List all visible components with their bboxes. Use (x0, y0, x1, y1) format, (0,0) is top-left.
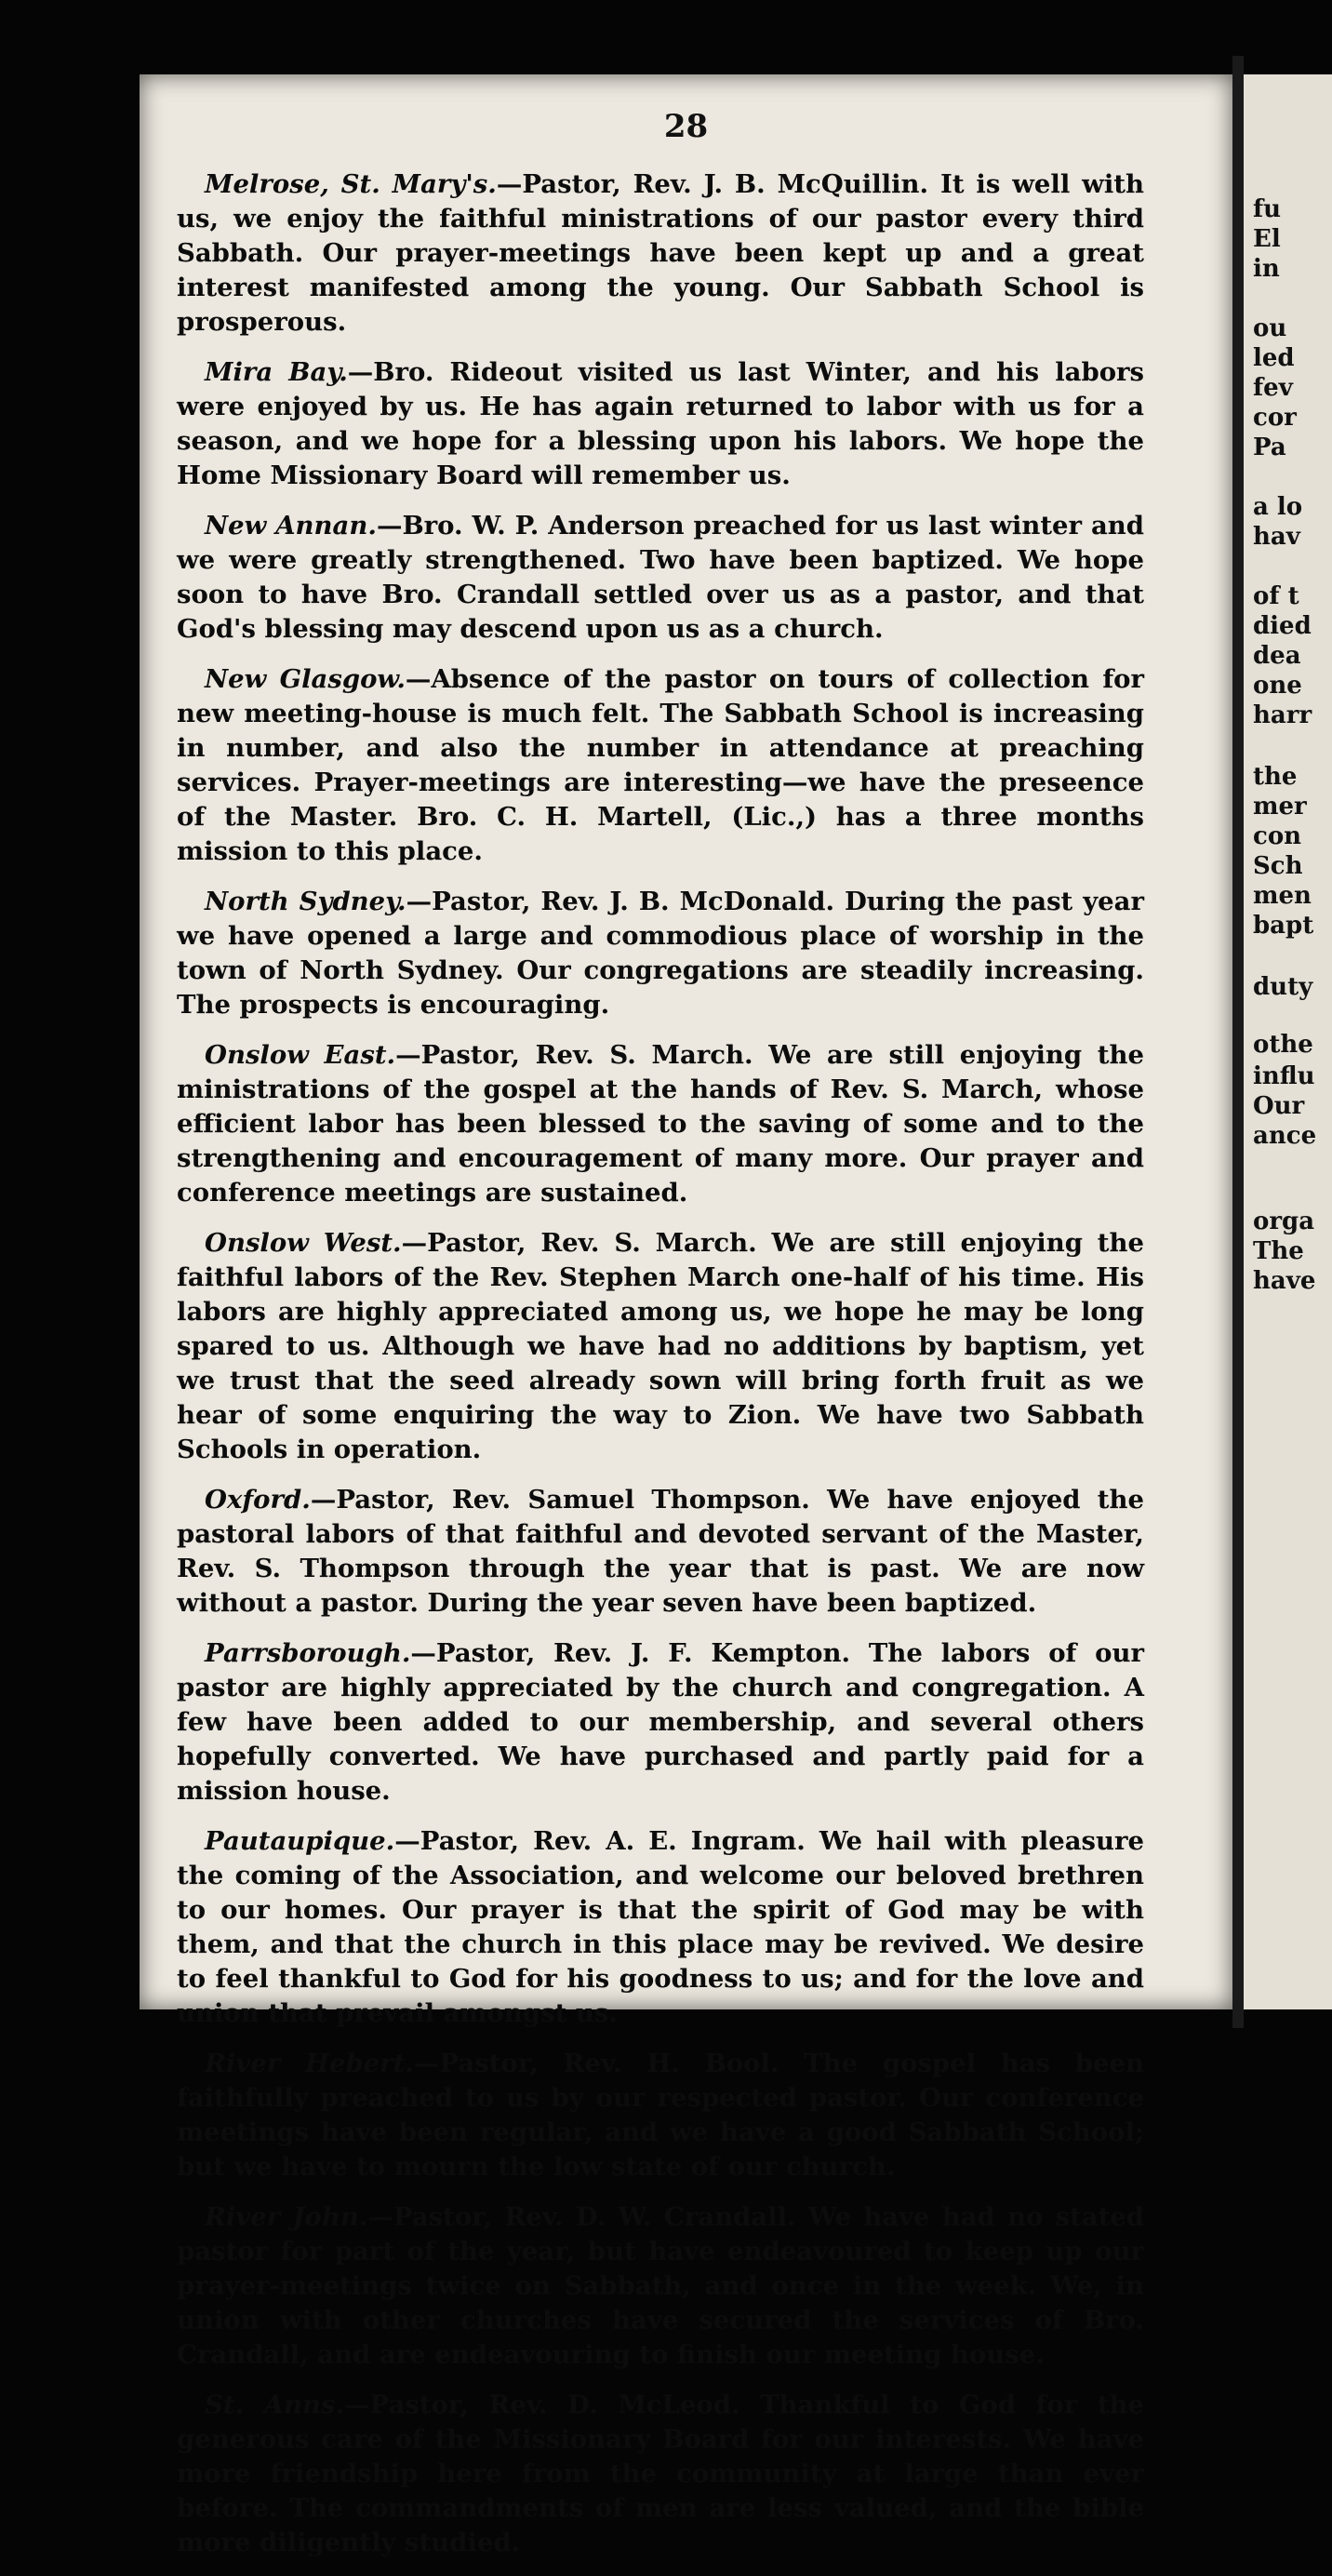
book-gutter (1232, 56, 1244, 2028)
facing-page-fragment: El (1253, 225, 1281, 253)
facing-page-fragment: bapt (1253, 912, 1314, 940)
church-name: St. Anns. (205, 2390, 345, 2420)
facing-page-fragment: a lo (1253, 493, 1303, 521)
report-entry (177, 2047, 1144, 2184)
church-name: Oxford. (205, 1485, 311, 1515)
facing-page-fragment: in (1253, 255, 1280, 283)
report-entry (177, 2200, 1144, 2372)
facing-page-fragment: cor (1253, 404, 1297, 432)
report-text: —Bro. Rideout visited us last Winter, and his labors were enjoyed by us. He has again returned to labor with us for a season, and we hope for a blessing upon his labors. We hope the Home Missionary Board will remember us. (177, 357, 1145, 490)
church-name: Pautaupique. (205, 1826, 395, 1856)
facing-page-fragment: ance (1253, 1122, 1317, 1150)
church-name: North Sydney. (205, 887, 406, 916)
report-text: —Pastor, Rev. D. McLeod. Thankful to God for the generous care of the Missionary Board for our interests. We have more friendship here from the community at large than ever before. The commandments of men are less valued, and the bible more diligently studied. (177, 2390, 1145, 2557)
facing-page-fragment: men (1253, 882, 1312, 910)
report-entry (177, 509, 1144, 647)
report-entry (177, 1226, 1144, 1467)
report-text: —Pastor, Rev. J. F. Kempton. The labors of our pastor are highly appreciated by the church and congregation. A few have been added to our membership, and several others hopefully converted. We have purchased and partly paid for a mission house. (177, 1638, 1144, 1806)
report-entry (177, 1483, 1144, 1621)
facing-page-fragment: led (1253, 344, 1295, 372)
facing-page-fragment: Sch (1253, 852, 1303, 880)
church-name: New Glasgow. (205, 664, 406, 694)
report-text: —Pastor, Rev. S. March. We are still enjoying the ministrations of the gospel at the hands of Rev. S. March, whose efficient labor has been blessed to the saving of some and to the strengthening and encouragement of many more. Our prayer and conference meetings are sustained. (177, 1040, 1144, 1208)
report-entry (177, 662, 1144, 869)
facing-page-fragment: orga (1253, 1208, 1315, 1235)
facing-page-fragment: fev (1253, 374, 1293, 402)
facing-page-fragment: harr (1253, 701, 1312, 729)
report-entry (177, 1824, 1144, 2031)
facing-page-fragment: mer (1253, 793, 1307, 821)
facing-page-fragment: have (1253, 1267, 1316, 1295)
facing-page-fragment: dea (1253, 642, 1301, 670)
facing-page-fragment: duty (1253, 973, 1313, 1001)
church-name: Onslow East. (205, 1040, 396, 1070)
report-text: —Pastor, Rev. A. E. Ingram. We hail with pleasure the coming of the Association, and welcome our beloved brethren to our homes. Our prayer is that the spirit of God may be with them, and that the church in this place may be revived. We desire to feel thankful to God for his goodness to us; and for the love and union that prevail amongst us. (177, 1826, 1144, 2028)
report-text: —Pastor, Rev. J. B. McDonald. During the past year we have opened a large and commodious place of worship in the town of North Sydney. Our congregations are steadily increasing. The prospects is encouraging. (177, 887, 1144, 1020)
church-name: Parrsborough. (205, 1638, 411, 1668)
church-reports (177, 167, 1144, 2576)
report-text: —Pastor, Rev. J. B. McQuillin. It is well with us, we enjoy the faithful ministrations of our pastor every third Sabbath. Our prayer-meetings have been kept up and a great interest manifested among the young. Our Sabbath School is prosperous. (177, 169, 1144, 337)
report-text: —Pastor, Rev. S. March. We are still enjoying the faithful labors of the Rev. Stephen March one-half of his time. His labors are highly appreciated among us, we hope he may be long spared to us. Although we have had no additions by baptism, yet we trust that the seed already sown will bring forth fruit as we hear of some enquiring the way to Zion. We have two Sabbath Schools in operation. (177, 1228, 1144, 1464)
report-text: —Pastor, Rev. H. Bool. The gospel has been faithfully preached to us by our respected pastor. Our conference meetings have been regular, and we have a good Sabbath School; but we have to mourn the low state of our church. (177, 2049, 1144, 2182)
facing-page-fragment: othe (1253, 1031, 1313, 1059)
facing-page-fragment: The (1253, 1237, 1304, 1265)
facing-page-fragment: died (1253, 612, 1312, 640)
church-name: Mira Bay. (205, 357, 348, 387)
facing-page-fragment: one (1253, 672, 1302, 700)
facing-page-fragment: Pa (1253, 434, 1286, 461)
church-name: Onslow West. (205, 1228, 402, 1258)
facing-page-fragment: con (1253, 822, 1302, 850)
report-entry (177, 355, 1144, 493)
facing-page-fragment: fu (1253, 195, 1282, 223)
church-name: Melrose, St. Mary's. (205, 169, 497, 199)
report-text: —Pastor, Rev. Samuel Thompson. We have enjoyed the pastoral labors of that faithful and devoted servant of the Master, Rev. S. Thompson through the year that is past. We are now without a pastor. During the year seven have been baptized. (177, 1485, 1144, 1618)
report-entry (177, 167, 1144, 340)
facing-page-fragment: the (1253, 763, 1298, 791)
church-name: River John. (205, 2202, 368, 2232)
page-number: 28 (663, 108, 709, 145)
church-name: New Annan. (205, 511, 377, 541)
report-entry (177, 2388, 1144, 2560)
church-name: River Hebert. (205, 2049, 414, 2078)
book-page (140, 74, 1232, 2557)
report-entry (177, 1038, 1144, 1210)
facing-page-edge (1244, 74, 1332, 2009)
report-text: —Absence of the pastor on tours of collection for new meeting-house is much felt. The Sabbath School is increasing in number, and also the number in attendance at preaching services. Prayer-meetings are interesting—we have the preseence of the Master. Bro. C. H. Martell, (Lic.,) has a three months mission to this place. (177, 664, 1144, 866)
report-text: —Pastor, Rev. D. W. Crandall. We have had no stated pastor for part of the year, but have endeavoured to keep up our prayer-meetings twice on Sabbath, and once in the week. We, in union with other churches have secured the services of Bro. Crandall, and are endeavouring to finish our meeting house. (177, 2202, 1145, 2369)
facing-page-fragment: influ (1253, 1062, 1315, 1090)
facing-page-fragment: Our (1253, 1092, 1305, 1120)
report-text: —Bro. W. P. Anderson preached for us last winter and we were greatly strengthened. Two have been baptized. We hope soon to have Bro. Crandall settled over us as a pastor, and that God's blessing may descend upon us as a church. (177, 511, 1144, 644)
report-entry (177, 1636, 1144, 1809)
report-entry (177, 885, 1144, 1022)
facing-page-fragment: of t (1253, 582, 1299, 610)
facing-page-fragment: ou (1253, 314, 1287, 342)
facing-page-fragment: hav (1253, 523, 1300, 551)
